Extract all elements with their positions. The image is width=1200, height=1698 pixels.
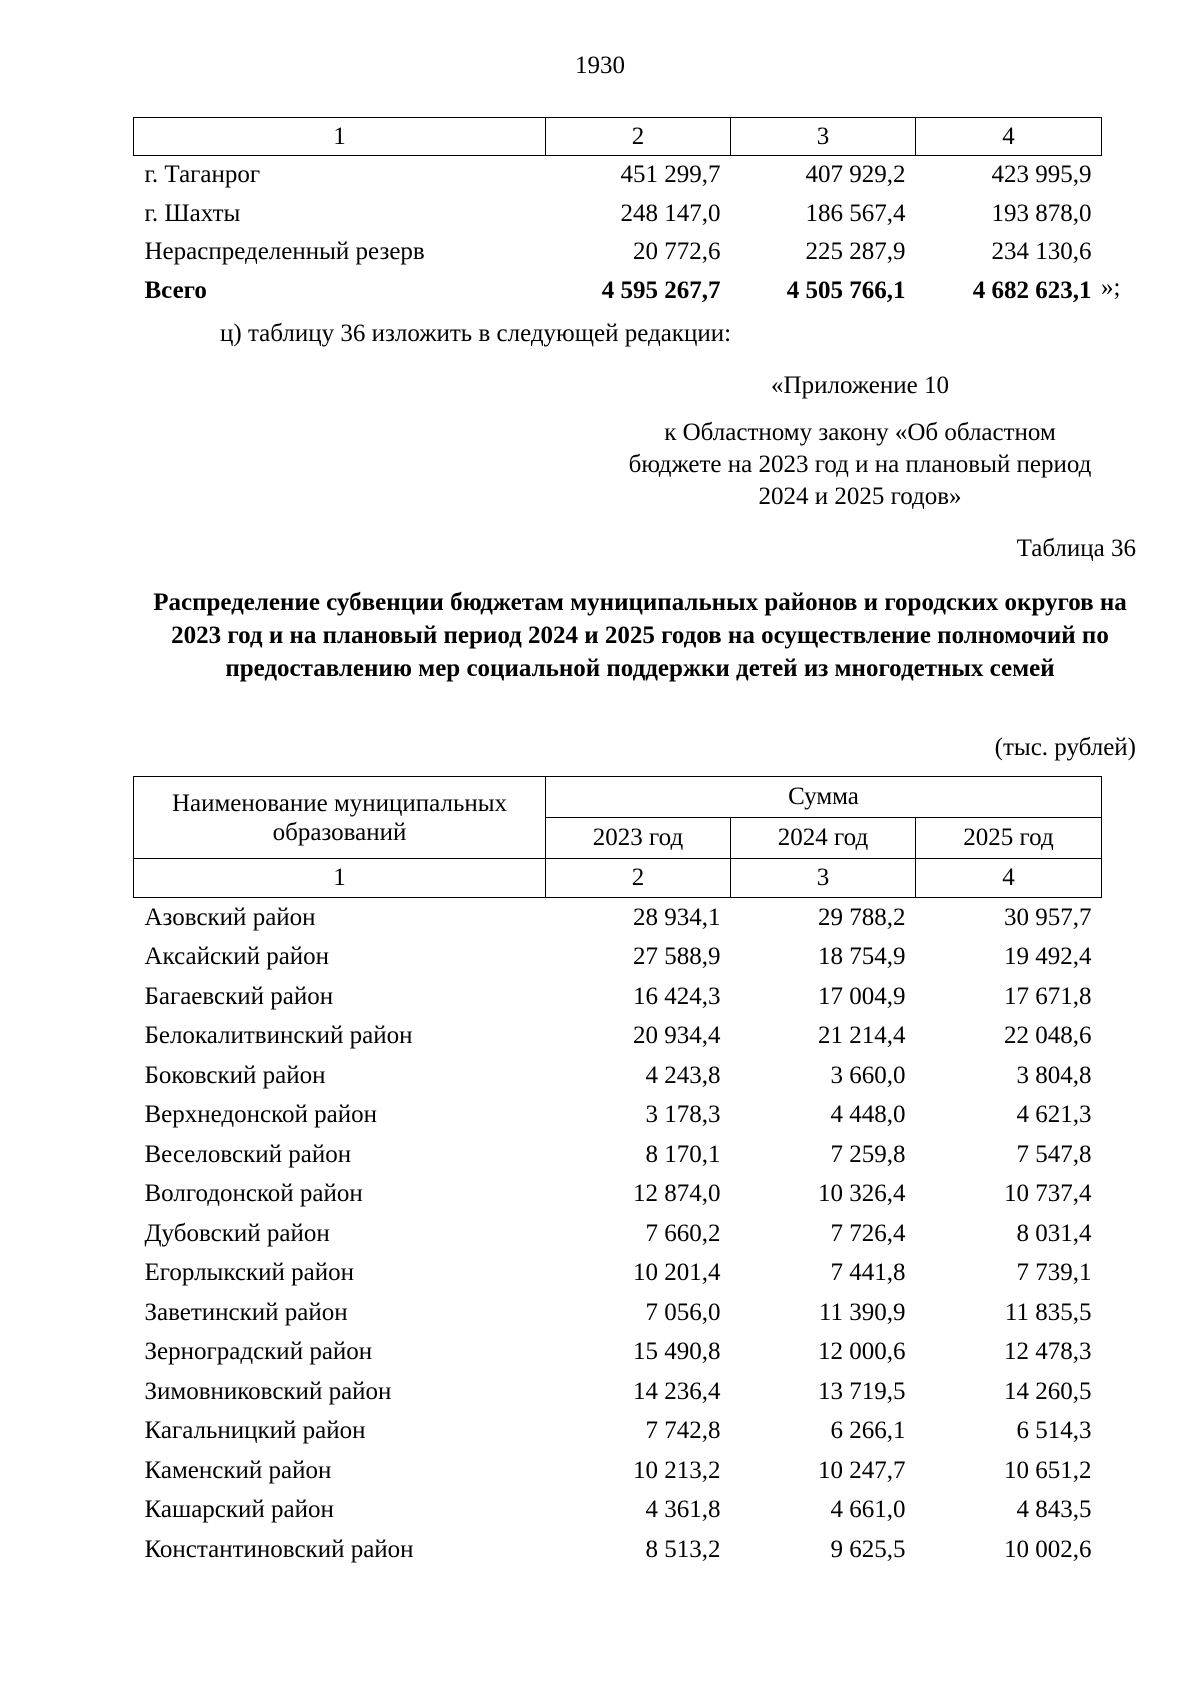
value-2025: 10 651,2: [1004, 1456, 1092, 1484]
value-2025: 30 957,7: [1004, 903, 1092, 931]
table-row: [134, 1530, 1102, 1570]
table-row: [134, 938, 1102, 978]
value-2023: 4 243,8: [645, 1061, 721, 1089]
table-row: [134, 1175, 1102, 1215]
value-2024: 17 004,9: [818, 982, 906, 1010]
value-2024: 7 441,8: [830, 1259, 906, 1287]
column-number-row: [134, 118, 1102, 156]
table-row: [134, 1333, 1102, 1373]
table-number: Таблица 36: [1016, 535, 1136, 562]
value-2023: 10 213,2: [633, 1456, 721, 1484]
value-2024: 29 788,2: [818, 903, 906, 931]
municipality-name: Нераспределенный резерв: [144, 238, 425, 266]
value-2023: 3 178,3: [645, 1101, 721, 1129]
continuation-table: [133, 117, 1102, 310]
value-2024: 10 326,4: [818, 1180, 906, 1208]
value-2024: 7 726,4: [830, 1219, 906, 1247]
col-number-2: 2: [546, 118, 731, 156]
value-2023: 4 361,8: [645, 1496, 721, 1524]
table-row: [134, 1214, 1102, 1254]
header-row-sum: [134, 777, 1102, 818]
municipality-name: Кашарский район: [144, 1496, 334, 1524]
header-municipality-name: Наименование муниципальных образований: [134, 777, 546, 859]
table-row: [134, 233, 1102, 272]
header-sum: Сумма: [546, 777, 1102, 818]
value-2025: 10 737,4: [1004, 1180, 1092, 1208]
value-2023: 248 147,0: [620, 199, 721, 227]
table-row: [134, 1451, 1102, 1491]
value-2023: 451 299,7: [620, 161, 721, 189]
value-2024: 4 448,0: [830, 1101, 906, 1129]
total-row: [134, 272, 1102, 311]
col-number-3: 3: [731, 859, 916, 898]
value-2024: 4 661,0: [830, 1496, 906, 1524]
municipality-name: Заветинский район: [144, 1298, 348, 1326]
value-2025: 19 492,4: [1004, 943, 1092, 971]
municipality-name: Дубовский район: [144, 1219, 330, 1247]
total-label: Всего: [144, 276, 207, 304]
table-row: [134, 898, 1102, 938]
municipality-name: Кагальницкий район: [144, 1417, 366, 1445]
value-2024: 18 754,9: [818, 943, 906, 971]
municipality-name: Каменский район: [144, 1456, 332, 1484]
value-2023: 14 236,4: [633, 1377, 721, 1405]
appendix-label: «Приложение 10: [771, 372, 949, 399]
municipality-name: Азовский район: [144, 903, 316, 931]
value-2023: 8 170,1: [645, 1140, 721, 1168]
table-row: [134, 156, 1102, 195]
value-2024: 6 266,1: [830, 1417, 906, 1445]
value-2023: 10 201,4: [633, 1259, 721, 1287]
municipality-name: г. Таганрог: [144, 161, 261, 189]
municipality-name: Егорлыкский район: [144, 1259, 354, 1287]
value-2023: 7 660,2: [645, 1219, 721, 1247]
value-2024: 225 287,9: [805, 238, 906, 266]
units-label: (тыс. рублей): [994, 734, 1136, 761]
total-value-2023: 4 595 267,7: [601, 276, 721, 304]
value-2023: 28 934,1: [633, 903, 721, 931]
header-row-numbers: [134, 859, 1102, 898]
col-number-1: 1: [134, 859, 546, 898]
table-row: [134, 1017, 1102, 1057]
value-2023: 12 874,0: [633, 1180, 721, 1208]
closing-quote: »;: [1101, 274, 1121, 301]
value-2024: 407 929,2: [805, 161, 906, 189]
value-2023: 20 772,6: [633, 238, 721, 266]
value-2025: 3 804,8: [1016, 1061, 1092, 1089]
value-2025: 234 130,6: [991, 238, 1092, 266]
amendment-paragraph: ц) таблицу 36 изложить в следующей редакции:: [220, 320, 732, 347]
value-2024: 13 719,5: [818, 1377, 906, 1405]
table-row: [134, 1293, 1102, 1333]
page-number: 1930: [575, 52, 625, 79]
value-2025: 4 843,5: [1016, 1496, 1092, 1524]
value-2025: 10 002,6: [1004, 1535, 1092, 1563]
table-title: Распределение субвенции бюджетам муниципальных районов и городских округов на 2023 год и на плановый период 2024 и 2025 годов на осуществление полномочий по предоставлению мер социальной поддержки детей из многодетных семей: [153, 589, 1127, 682]
municipality-name: Верхнедонской район: [144, 1101, 377, 1129]
value-2023: 16 424,3: [633, 982, 721, 1010]
value-2024: 7 259,8: [830, 1140, 906, 1168]
table-row: [134, 1096, 1102, 1136]
col-number-3: 3: [731, 118, 916, 156]
col-number-1: 1: [134, 118, 546, 156]
table-row: [134, 1056, 1102, 1096]
appendix-law-reference: к Областному закону «Об областном бюджете на 2023 год и на плановый период 2024 и 2025 годов»: [628, 419, 1092, 510]
municipality-name: Аксайский район: [144, 943, 330, 971]
table-row: [134, 1135, 1102, 1175]
table-row: [134, 1412, 1102, 1452]
value-2023: 20 934,4: [633, 1022, 721, 1050]
value-2025: 17 671,8: [1004, 982, 1092, 1010]
value-2025: 7 739,1: [1016, 1259, 1092, 1287]
value-2023: 7 056,0: [645, 1298, 721, 1326]
value-2024: 9 625,5: [830, 1535, 906, 1563]
municipality-name: Зерноградский район: [144, 1338, 373, 1366]
header-year-2025: 2025 год: [916, 818, 1102, 859]
col-number-4: 4: [916, 118, 1102, 156]
table-row: [134, 977, 1102, 1017]
municipality-name: Волгодонской район: [144, 1180, 363, 1208]
municipality-name: Веселовский район: [144, 1140, 352, 1168]
table-row: [134, 1372, 1102, 1412]
header-year-2024: 2024 год: [731, 818, 916, 859]
value-2024: 11 390,9: [818, 1298, 906, 1326]
municipality-name: Боковский район: [144, 1061, 326, 1089]
value-2024: 3 660,0: [830, 1061, 906, 1089]
total-value-2024: 4 505 766,1: [786, 276, 906, 304]
value-2025: 4 621,3: [1016, 1101, 1092, 1129]
value-2023: 8 513,2: [645, 1535, 721, 1563]
table-row: [134, 1254, 1102, 1294]
municipality-name: Зимовниковский район: [144, 1377, 392, 1405]
value-2024: 10 247,7: [818, 1456, 906, 1484]
table-row: [134, 1491, 1102, 1531]
col-number-4: 4: [916, 859, 1102, 898]
total-value-2025: 4 682 623,1: [972, 276, 1092, 304]
value-2025: 423 995,9: [991, 161, 1092, 189]
value-2024: 21 214,4: [818, 1022, 906, 1050]
value-2025: 193 878,0: [991, 199, 1092, 227]
municipality-name: Константиновский район: [144, 1535, 414, 1563]
value-2025: 11 835,5: [1004, 1298, 1092, 1326]
col-number-2: 2: [546, 859, 731, 898]
value-2023: 15 490,8: [633, 1338, 721, 1366]
municipality-name: Белокалитвинский район: [144, 1022, 413, 1050]
value-2024: 186 567,4: [805, 199, 906, 227]
value-2024: 12 000,6: [818, 1338, 906, 1366]
value-2023: 7 742,8: [645, 1417, 721, 1445]
municipality-name: Багаевский район: [144, 982, 334, 1010]
value-2025: 7 547,8: [1016, 1140, 1092, 1168]
value-2025: 6 514,3: [1016, 1417, 1092, 1445]
value-2025: 8 031,4: [1016, 1219, 1092, 1247]
value-2025: 14 260,5: [1004, 1377, 1092, 1405]
municipality-name: г. Шахты: [144, 199, 241, 227]
value-2025: 12 478,3: [1004, 1338, 1092, 1366]
subvention-table: [133, 776, 1102, 1570]
value-2025: 22 048,6: [1004, 1022, 1092, 1050]
value-2023: 27 588,9: [633, 943, 721, 971]
header-year-2023: 2023 год: [546, 818, 731, 859]
table-row: [134, 195, 1102, 234]
